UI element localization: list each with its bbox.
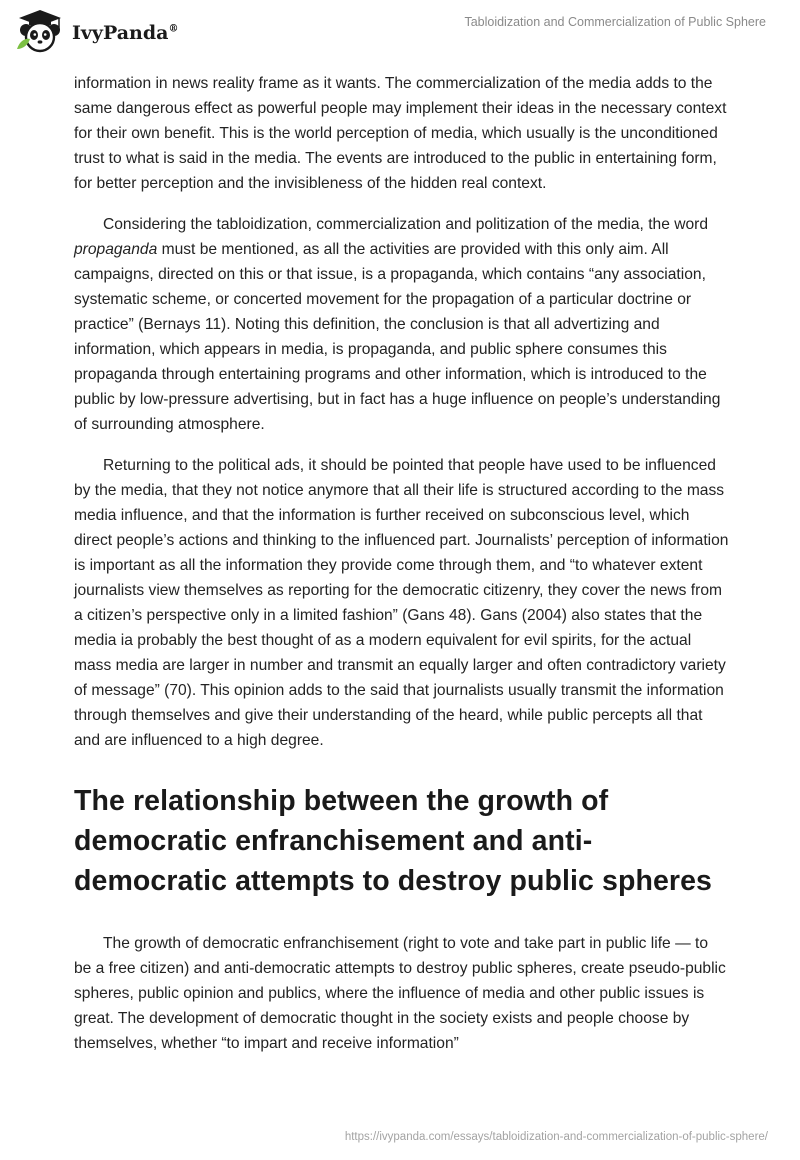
ivypanda-logo[interactable] xyxy=(14,8,178,54)
paragraph-4: The growth of democratic enfranchisement (right to vote and take part in public life — to be a free citizen) and anti-democratic attempts to destroy public spheres, create pseudo-public spheres, public opinion and publics, where the influence of media and other public issues is great. The development of democratic thought in the society exists and people choose by themselves, whether “to impart and receive information” xyxy=(74,935,726,1052)
source-url[interactable]: https://ivypanda.com/essays/tabloidization-and-commercialization-of-public-sphere/ xyxy=(344,1131,768,1143)
page-header xyxy=(0,0,800,60)
document-title: Tabloidization and Commercialization of Public Sphere xyxy=(464,15,766,29)
brand-name: IvyPanda® xyxy=(72,22,179,44)
section-heading: The relationship between the growth of democratic enfranchisement and anti-democratic attempts to destroy public spheres xyxy=(74,785,712,897)
paragraph-2: Considering the tabloidization, commercialization and politization of the media, the word propaganda must be mentioned, as all the activities are provided with this only aim. All campaigns, directed on this or that issue, is a propaganda, which contains “any association, systematic scheme, or concerted movement for the propagation of a particular doctrine or practice” (Bernays 11). Noting this definition, the conclusion is that all advertizing and information, which appears in media, is propaganda, and public sphere consumes this propaganda through entertaining programs and other information, which is introduced to the public by low-pressure advertising, but in fact has a huge influence on people’s understanding of surrounding atmosphere. xyxy=(74,216,721,433)
paragraph-1: information in news reality frame as it wants. The commercialization of the media adds to the same dangerous effect as powerful people may implement their ideas in the necessary context for their own benefit. This is the world perception of media, which usually is the unconditioned trust to what is said in the media. The events are introduced to the public in entertaining form, for better perception and the invisibleness of the hidden real context. xyxy=(74,75,727,192)
emphasis-propaganda: propaganda xyxy=(74,241,158,258)
panda-graduate-icon xyxy=(14,8,66,54)
paragraph-3: Returning to the political ads, it should be pointed that people have used to be influenced by the media, that they not notice anymore that all their life is structured according to the mass media influence, and that the information is further received on subconscious level, which direct people’s actions and thinking to the influenced part. Journalists’ perception of information is important as all the information they provide come through them, and “to whatever extent journalists view themselves as reporting for the democratic citizenry, they cover the news from a citizen’s perspective only in a limited fashion” (Gans 48). Gans (2004) also states that the media ia probably the best thought of as a modern equivalent for evil spirits, for the actual mass media are larger in number and transmit an equally larger and often contradictory variety of message” (70). This opinion adds to the said that journalists usually transmit the information through themselves and give their understanding of the heard, while public percepts all that and are influenced to a high degree. xyxy=(74,457,729,749)
essay-body xyxy=(74,71,729,1072)
